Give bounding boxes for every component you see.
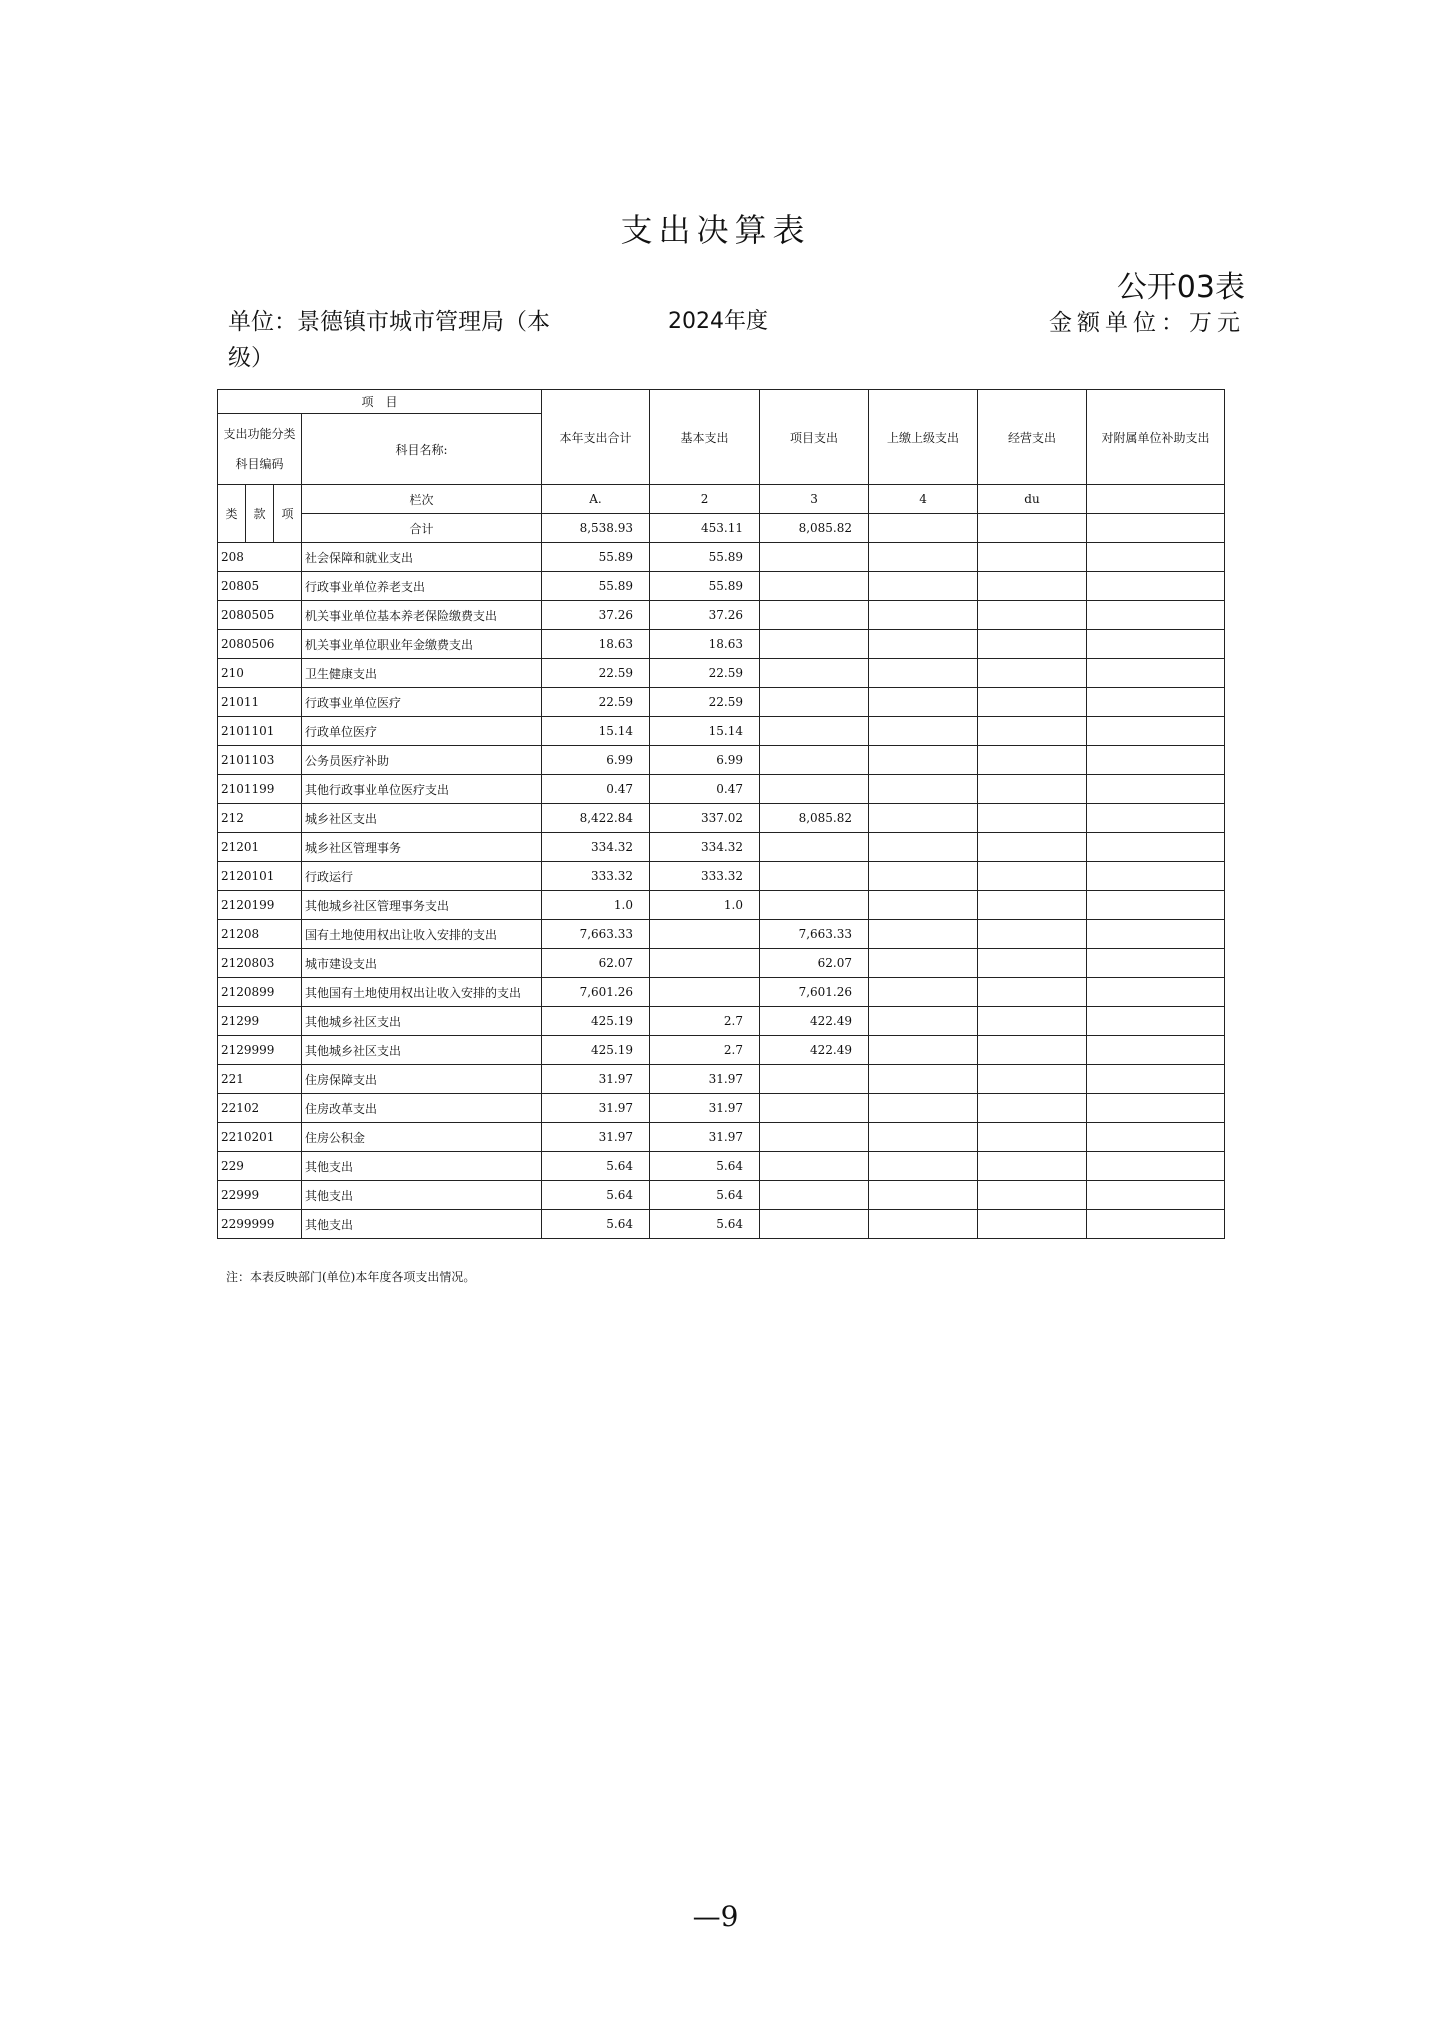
row-name: 城乡社区管理事务	[302, 833, 542, 862]
cell-value	[760, 1065, 869, 1094]
cell-value	[760, 688, 869, 717]
table-row	[218, 1094, 1225, 1123]
cell-value	[978, 601, 1087, 630]
cell-value: 334.32	[542, 833, 650, 862]
row-name: 机关事业单位职业年金缴费支出	[302, 630, 542, 659]
col-num: 3	[760, 485, 869, 514]
header-xiang: 项	[274, 485, 302, 543]
cell-value: 425.19	[542, 1036, 650, 1065]
cell-value	[1087, 601, 1225, 630]
row-code: 2120803	[218, 949, 302, 978]
cell-value: 2.7	[650, 1007, 760, 1036]
table-row	[218, 1181, 1225, 1210]
cell-value	[978, 920, 1087, 949]
header-kuan: 款	[246, 485, 274, 543]
row-name: 其他城乡社区支出	[302, 1007, 542, 1036]
cell-value	[1087, 746, 1225, 775]
row-code: 2101101	[218, 717, 302, 746]
cell-value	[869, 862, 978, 891]
row-code: 221	[218, 1065, 302, 1094]
cell-value	[1087, 1152, 1225, 1181]
cell-value	[978, 1036, 1087, 1065]
cell-value	[978, 514, 1087, 543]
cell-value	[869, 717, 978, 746]
cell-value: 8,085.82	[760, 804, 869, 833]
cell-value	[978, 543, 1087, 572]
cell-value	[1087, 1007, 1225, 1036]
cell-value	[760, 746, 869, 775]
cell-value: 62.07	[760, 949, 869, 978]
cell-value	[1087, 514, 1225, 543]
row-code: 21299	[218, 1007, 302, 1036]
header-col-remit: 上缴上级支出	[869, 390, 978, 485]
row-name: 行政事业单位养老支出	[302, 572, 542, 601]
cell-value	[760, 659, 869, 688]
cell-value: 55.89	[650, 572, 760, 601]
cell-value	[978, 1123, 1087, 1152]
cell-value	[1087, 775, 1225, 804]
row-code: 2120199	[218, 891, 302, 920]
cell-value	[869, 659, 978, 688]
row-name: 其他支出	[302, 1181, 542, 1210]
cell-value	[1087, 862, 1225, 891]
cell-value	[978, 659, 1087, 688]
row-name: 行政事业单位医疗	[302, 688, 542, 717]
cell-value	[1087, 543, 1225, 572]
cell-value: 7,601.26	[760, 978, 869, 1007]
row-name: 城乡社区支出	[302, 804, 542, 833]
row-name: 机关事业单位基本养老保险缴费支出	[302, 601, 542, 630]
cell-value: 8,085.82	[760, 514, 869, 543]
cell-value	[869, 1210, 978, 1239]
cell-value	[1087, 688, 1225, 717]
cell-value	[869, 804, 978, 833]
cell-value	[869, 1152, 978, 1181]
table-row	[218, 659, 1225, 688]
cell-value	[869, 833, 978, 862]
table-row	[218, 775, 1225, 804]
row-name: 其他支出	[302, 1152, 542, 1181]
cell-value: 7,663.33	[542, 920, 650, 949]
table-row	[218, 717, 1225, 746]
row-code: 2080506	[218, 630, 302, 659]
cell-value	[760, 572, 869, 601]
cell-value	[650, 949, 760, 978]
cell-value: 31.97	[650, 1123, 760, 1152]
row-code: 2210201	[218, 1123, 302, 1152]
table-row	[218, 1007, 1225, 1036]
table-row	[218, 1065, 1225, 1094]
row-code: 208	[218, 543, 302, 572]
cell-value: 62.07	[542, 949, 650, 978]
cell-value	[978, 862, 1087, 891]
cell-value: 22.59	[650, 688, 760, 717]
cell-value	[869, 1065, 978, 1094]
cell-value	[760, 543, 869, 572]
table-row	[218, 920, 1225, 949]
cell-value: 7,663.33	[760, 920, 869, 949]
cell-value: 422.49	[760, 1036, 869, 1065]
row-code: 212	[218, 804, 302, 833]
cell-value	[869, 572, 978, 601]
col-num: 2	[650, 485, 760, 514]
col-num: du	[978, 485, 1087, 514]
cell-value	[869, 1181, 978, 1210]
cell-value	[650, 920, 760, 949]
row-code: 2129999	[218, 1036, 302, 1065]
cell-value	[978, 746, 1087, 775]
cell-value	[1087, 920, 1225, 949]
cell-value	[869, 978, 978, 1007]
cell-value	[1087, 891, 1225, 920]
cell-value	[869, 949, 978, 978]
cell-value: 334.32	[650, 833, 760, 862]
row-name: 行政单位医疗	[302, 717, 542, 746]
cell-value	[1087, 572, 1225, 601]
cell-value	[869, 891, 978, 920]
table-row	[218, 1036, 1225, 1065]
cell-value	[1087, 630, 1225, 659]
row-code: 2080505	[218, 601, 302, 630]
row-code: 20805	[218, 572, 302, 601]
row-code: 21208	[218, 920, 302, 949]
row-code: 21201	[218, 833, 302, 862]
cell-value: 5.64	[542, 1152, 650, 1181]
footnote: 注：本表反映部门(单位)本年度各项支出情况。	[226, 1270, 476, 1284]
cell-value	[869, 1094, 978, 1123]
expenditure-table	[217, 389, 1225, 1239]
year-label: 2024年度	[668, 309, 768, 334]
row-name: 住房保障支出	[302, 1065, 542, 1094]
table-row	[218, 978, 1225, 1007]
cell-value	[1087, 659, 1225, 688]
row-name: 社会保障和就业支出	[302, 543, 542, 572]
header-lei: 类	[218, 485, 246, 543]
cell-value	[978, 949, 1087, 978]
cell-value	[1087, 1094, 1225, 1123]
cell-value: 55.89	[650, 543, 760, 572]
row-name: 其他行政事业单位医疗支出	[302, 775, 542, 804]
cell-value	[978, 630, 1087, 659]
cell-value: 31.97	[542, 1123, 650, 1152]
total-label: 合计	[302, 514, 542, 543]
cell-value: 15.14	[650, 717, 760, 746]
cell-value	[760, 630, 869, 659]
table-row	[218, 1152, 1225, 1181]
header-item: 项 目	[218, 390, 542, 414]
table-row	[218, 862, 1225, 891]
cell-value	[978, 717, 1087, 746]
money-unit: 金额单位：万元	[1049, 310, 1245, 336]
table-row	[218, 949, 1225, 978]
cell-value: 22.59	[650, 659, 760, 688]
cell-value: 5.64	[650, 1210, 760, 1239]
cell-value	[760, 1094, 869, 1123]
cell-value	[1087, 1036, 1225, 1065]
cell-value	[869, 688, 978, 717]
cell-value	[760, 601, 869, 630]
table-row	[218, 804, 1225, 833]
col-num: A.	[542, 485, 650, 514]
cell-value	[1087, 717, 1225, 746]
cell-value: 8,422.84	[542, 804, 650, 833]
cell-value: 8,538.93	[542, 514, 650, 543]
table-row	[218, 1123, 1225, 1152]
cell-value: 333.32	[650, 862, 760, 891]
table-row	[218, 601, 1225, 630]
header-col-operating: 经营支出	[978, 390, 1087, 485]
table-row	[218, 833, 1225, 862]
row-code: 22999	[218, 1181, 302, 1210]
cell-value	[760, 833, 869, 862]
page-number: —9	[692, 1900, 739, 1933]
cell-value: 22.59	[542, 659, 650, 688]
total-row	[218, 514, 1225, 543]
row-code: 229	[218, 1152, 302, 1181]
row-code: 210	[218, 659, 302, 688]
cell-value	[869, 1036, 978, 1065]
cell-value: 5.64	[542, 1210, 650, 1239]
cell-value: 0.47	[542, 775, 650, 804]
row-name: 其他城乡社区管理事务支出	[302, 891, 542, 920]
cell-value	[978, 833, 1087, 862]
cell-value	[760, 1152, 869, 1181]
cell-value	[978, 804, 1087, 833]
header-col-project: 项目支出	[760, 390, 869, 485]
cell-value: 1.0	[650, 891, 760, 920]
cell-value	[869, 1123, 978, 1152]
cell-value: 333.32	[542, 862, 650, 891]
table-row	[218, 891, 1225, 920]
table-row	[218, 1210, 1225, 1239]
cell-value	[760, 862, 869, 891]
row-name: 其他城乡社区支出	[302, 1036, 542, 1065]
cell-value: 425.19	[542, 1007, 650, 1036]
col-num	[1087, 485, 1225, 514]
cell-value: 5.64	[650, 1152, 760, 1181]
cell-value: 18.63	[650, 630, 760, 659]
row-code: 2101103	[218, 746, 302, 775]
cell-value: 5.64	[542, 1181, 650, 1210]
cell-value	[978, 572, 1087, 601]
cell-value	[1087, 978, 1225, 1007]
cell-value: 422.49	[760, 1007, 869, 1036]
row-name: 卫生健康支出	[302, 659, 542, 688]
cell-value	[869, 775, 978, 804]
cell-value: 2.7	[650, 1036, 760, 1065]
cell-value	[650, 978, 760, 1007]
row-name: 行政运行	[302, 862, 542, 891]
cell-value	[978, 1152, 1087, 1181]
cell-value	[869, 514, 978, 543]
cell-value	[760, 775, 869, 804]
cell-value: 37.26	[542, 601, 650, 630]
cell-value: 453.11	[650, 514, 760, 543]
header-col-basic: 基本支出	[650, 390, 760, 485]
row-code: 2120899	[218, 978, 302, 1007]
header-func-class: 支出功能分类科目编码	[218, 414, 302, 485]
cell-value	[869, 920, 978, 949]
cell-value	[760, 1123, 869, 1152]
row-name: 其他支出	[302, 1210, 542, 1239]
cell-value	[978, 1007, 1087, 1036]
row-code: 21011	[218, 688, 302, 717]
row-name: 城市建设支出	[302, 949, 542, 978]
cell-value	[869, 630, 978, 659]
table-row	[218, 572, 1225, 601]
cell-value	[1087, 1181, 1225, 1210]
row-code: 22102	[218, 1094, 302, 1123]
table-row	[218, 688, 1225, 717]
cell-value	[978, 978, 1087, 1007]
cell-value	[1087, 1210, 1225, 1239]
row-code: 2101199	[218, 775, 302, 804]
cell-value	[978, 1065, 1087, 1094]
cell-value	[760, 717, 869, 746]
cell-value: 337.02	[650, 804, 760, 833]
table-row	[218, 630, 1225, 659]
cell-value	[869, 543, 978, 572]
table-code: 公开03表	[1116, 270, 1245, 305]
cell-value	[978, 688, 1087, 717]
cell-value	[869, 1007, 978, 1036]
cell-value	[869, 601, 978, 630]
row-code: 2299999	[218, 1210, 302, 1239]
cell-value	[1087, 1065, 1225, 1094]
cell-value	[760, 1210, 869, 1239]
cell-value: 0.47	[650, 775, 760, 804]
header-subject-name: 科目名称:	[302, 414, 542, 485]
cell-value: 37.26	[650, 601, 760, 630]
row-code: 2120101	[218, 862, 302, 891]
cell-value	[760, 1181, 869, 1210]
cell-value	[1087, 804, 1225, 833]
col-num: 4	[869, 485, 978, 514]
row-name: 住房公积金	[302, 1123, 542, 1152]
cell-value: 22.59	[542, 688, 650, 717]
cell-value: 5.64	[650, 1181, 760, 1210]
row-name: 住房改革支出	[302, 1094, 542, 1123]
cell-value: 6.99	[542, 746, 650, 775]
cell-value	[1087, 949, 1225, 978]
cell-value: 6.99	[650, 746, 760, 775]
header-col-total: 本年支出合计	[542, 390, 650, 485]
cell-value: 31.97	[650, 1094, 760, 1123]
cell-value: 55.89	[542, 572, 650, 601]
cell-value: 55.89	[542, 543, 650, 572]
cell-value	[1087, 1123, 1225, 1152]
cell-value: 31.97	[542, 1094, 650, 1123]
cell-value	[978, 1210, 1087, 1239]
page-title: 支出决算表	[620, 211, 811, 249]
cell-value: 15.14	[542, 717, 650, 746]
cell-value	[978, 775, 1087, 804]
cell-value: 31.97	[650, 1065, 760, 1094]
cell-value	[978, 1094, 1087, 1123]
unit-label: 单位：景德镇市城市管理局（本级）	[228, 309, 550, 371]
cell-value	[869, 746, 978, 775]
cell-value: 18.63	[542, 630, 650, 659]
cell-value: 31.97	[542, 1065, 650, 1094]
cell-value: 7,601.26	[542, 978, 650, 1007]
table-row	[218, 543, 1225, 572]
row-name: 其他国有土地使用权出让收入安排的支出	[302, 978, 542, 1007]
cell-value	[978, 891, 1087, 920]
row-name: 公务员医疗补助	[302, 746, 542, 775]
header-lanci: 栏次	[302, 485, 542, 514]
header-col-subsidy: 对附属单位补助支出	[1087, 390, 1225, 485]
cell-value	[760, 891, 869, 920]
cell-value	[1087, 833, 1225, 862]
cell-value: 1.0	[542, 891, 650, 920]
row-name: 国有土地使用权出让收入安排的支出	[302, 920, 542, 949]
table-row	[218, 746, 1225, 775]
cell-value	[978, 1181, 1087, 1210]
